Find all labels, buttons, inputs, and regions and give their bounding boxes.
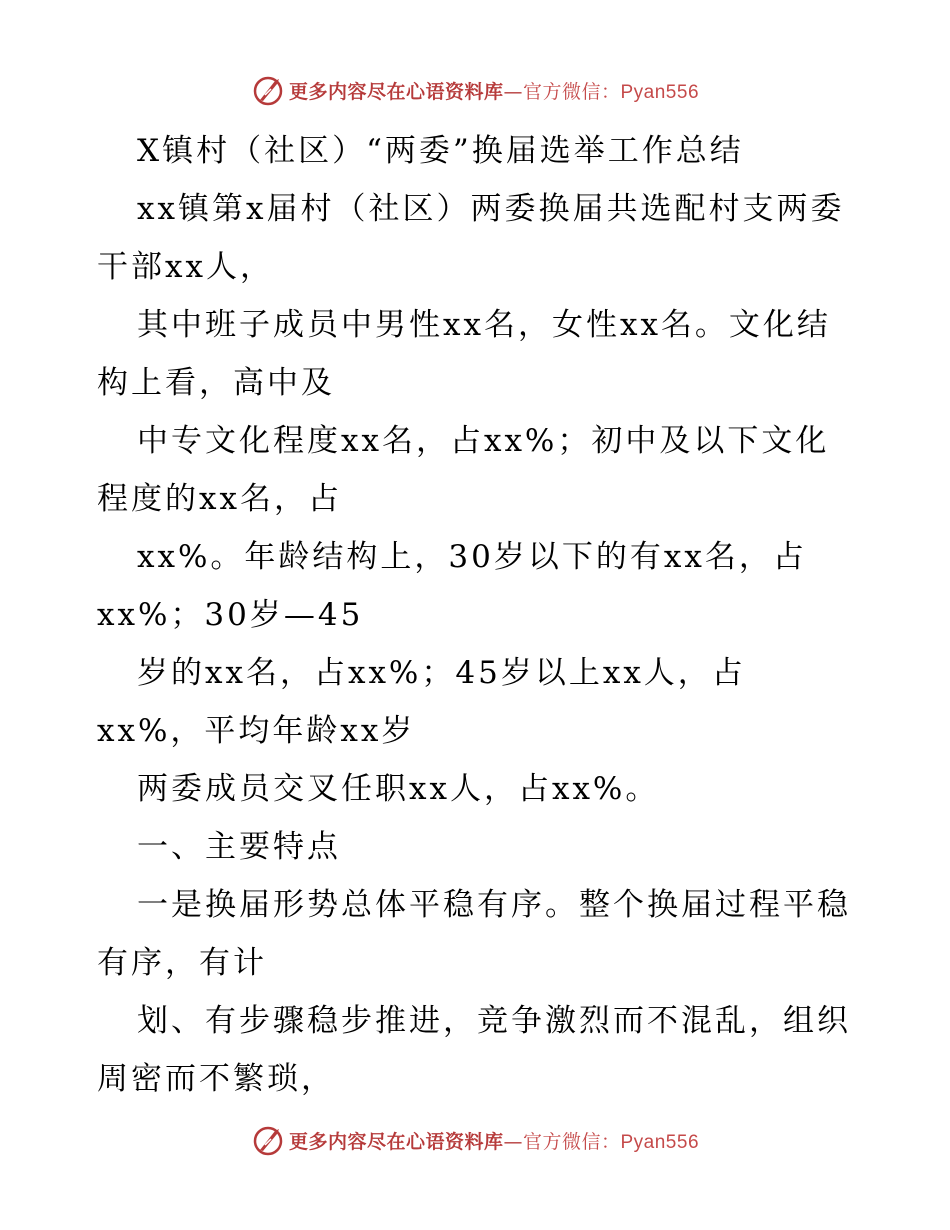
document-line: 一是换届形势总体平稳有序。整个换届过程平稳 xyxy=(137,887,851,923)
header-banner xyxy=(0,70,950,110)
footer-wechat-label: 官方微信： xyxy=(522,1130,621,1153)
document-line: xx%。年龄结构上，30岁以下的有xx名，占 xyxy=(137,539,807,575)
document-line: X镇村（社区）“两委”换届选举工作总结 xyxy=(137,133,744,169)
document-line: 中专文化程度xx名，占xx%；初中及以下文化 xyxy=(137,423,830,459)
document-line: 有序，有计 xyxy=(97,945,267,981)
footer-banner xyxy=(0,1120,950,1160)
header-brand: 更多内容尽在心语资料库 xyxy=(288,80,504,103)
header-wechat-label: 官方微信： xyxy=(522,80,621,103)
footer-wechat-id: Pyan556 xyxy=(620,1131,700,1153)
header-banner-text xyxy=(289,77,699,104)
document-line: 其中班子成员中男性xx名，女性xx名。文化结 xyxy=(137,307,831,343)
document-line: 一、主要特点 xyxy=(137,829,341,865)
document-body xyxy=(97,122,867,1108)
document-line: 干部xx人， xyxy=(97,249,274,285)
document-line: 周密而不繁琐， xyxy=(97,1061,335,1097)
footer-separator: — xyxy=(503,1130,523,1153)
document-line: 程度的xx名，占 xyxy=(97,481,342,517)
quill-pen-logo-icon xyxy=(251,1123,285,1157)
document-line: 划、有步骤稳步推进，竞争激烈而不混乱，组织 xyxy=(137,1003,851,1039)
document-line: 构上看，高中及 xyxy=(97,365,335,401)
document-line: 岁的xx名，占xx%；45岁以上xx人，占 xyxy=(137,655,746,691)
header-wechat-id: Pyan556 xyxy=(620,81,700,103)
header-separator: — xyxy=(503,80,523,103)
footer-brand: 更多内容尽在心语资料库 xyxy=(288,1130,504,1153)
document-line: xx%，平均年龄xx岁 xyxy=(97,713,416,749)
document-line: 两委成员交叉任职xx人，占xx%。 xyxy=(137,771,660,807)
document-line: xx%；30岁—45 xyxy=(97,597,364,633)
footer-banner-text xyxy=(289,1127,699,1154)
document-line: xx镇第x届村（社区）两委换届共选配村支两委 xyxy=(137,191,845,227)
quill-pen-logo-icon xyxy=(251,73,285,107)
